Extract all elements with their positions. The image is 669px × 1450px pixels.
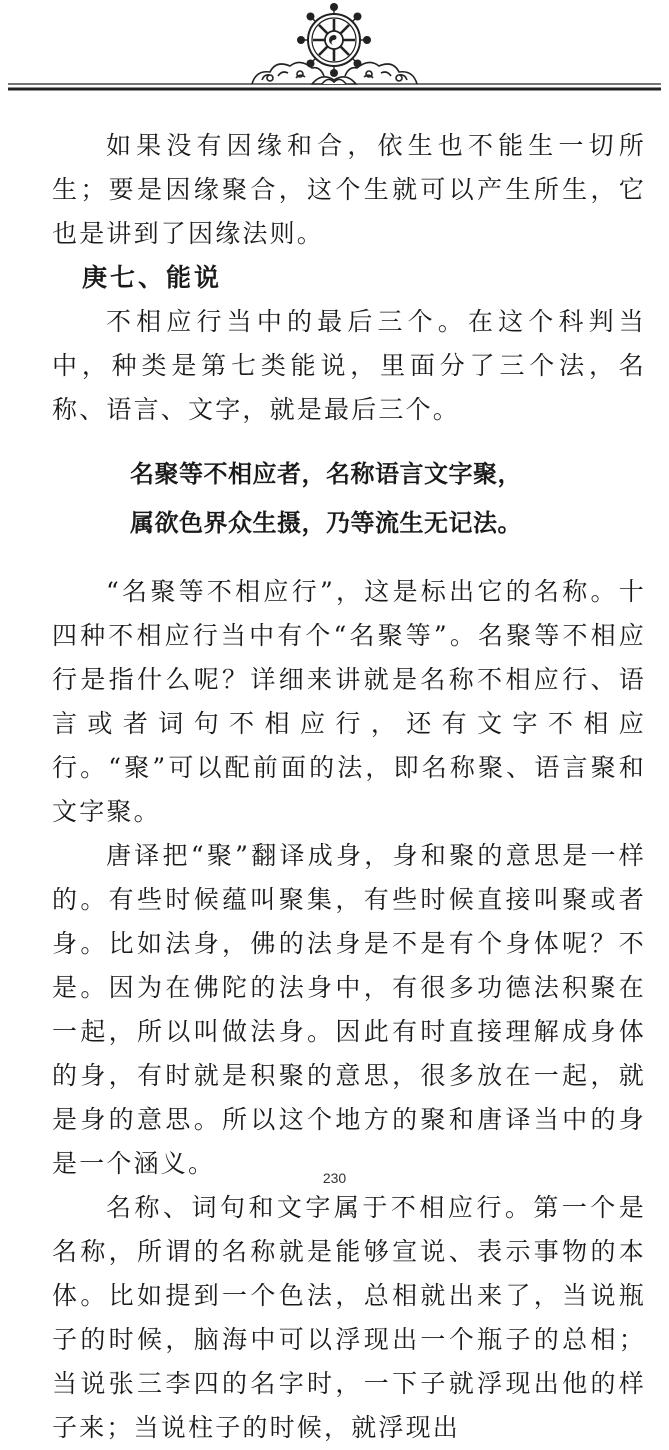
- verse-line: 属欲色界众生摄，乃等流生无记法。: [130, 509, 522, 537]
- verse-block: [52, 450, 646, 548]
- paragraph-names-words-letters: 名称、词句和文字属于不相应行。第一个是名称，所谓的名称就是能够宣说、表示事物的本体。比如提到一个色法，总相就出来了，当说瓶子的时候，脑海中可以浮现出一个瓶子的总相；当说张三李四的名字时，一下子就浮现出他的样子来；当说柱子的时候，就浮现出: [52, 1193, 646, 1442]
- paragraph-tang-translation: 唐译把“聚”翻译成身，身和聚的意思是一样的。有些时候蕴叫聚集，有些时候直接叫聚或者身。比如法身，佛的法身是不是有个身体呢？不是。因为在佛陀的法身中，有很多功德法积聚在一起，所以叫做法身。因此有时直接理解成身体的身，有时就是积聚的意思，很多放在一起，就是身的意思。所以这个地方的聚和唐译当中的身是一个涵义。: [52, 841, 646, 1178]
- page-body: [52, 124, 646, 1450]
- dharma-wheel-ornament-icon: [0, 0, 669, 100]
- paragraph-name-aggregate: “名聚等不相应行”，这是标出它的名称。十四种不相应行当中有个“名聚等”。名聚等不相应行是指什么呢？详细来讲就是名称不相应行、语言或者词句不相应行，还有文字不相应行。“聚”可以配前面的法，即名称聚、语言聚和文字聚。: [52, 577, 646, 826]
- page-number: 230: [322, 1170, 347, 1186]
- verse-line: 名聚等不相应者，名称语言文字聚，: [130, 460, 522, 488]
- paragraph-causal-conditions: 如果没有因缘和合，依生也不能生一切所生；要是因缘聚合，这个生就可以产生所生，它也是讲到了因缘法则。: [52, 131, 646, 248]
- paragraph-intro: 不相应行当中的最后三个。在这个科判当中，种类是第七类能说，里面分了三个法，名称、语言、文字，就是最后三个。: [52, 307, 646, 424]
- section-heading: 庚七、能说: [82, 263, 223, 292]
